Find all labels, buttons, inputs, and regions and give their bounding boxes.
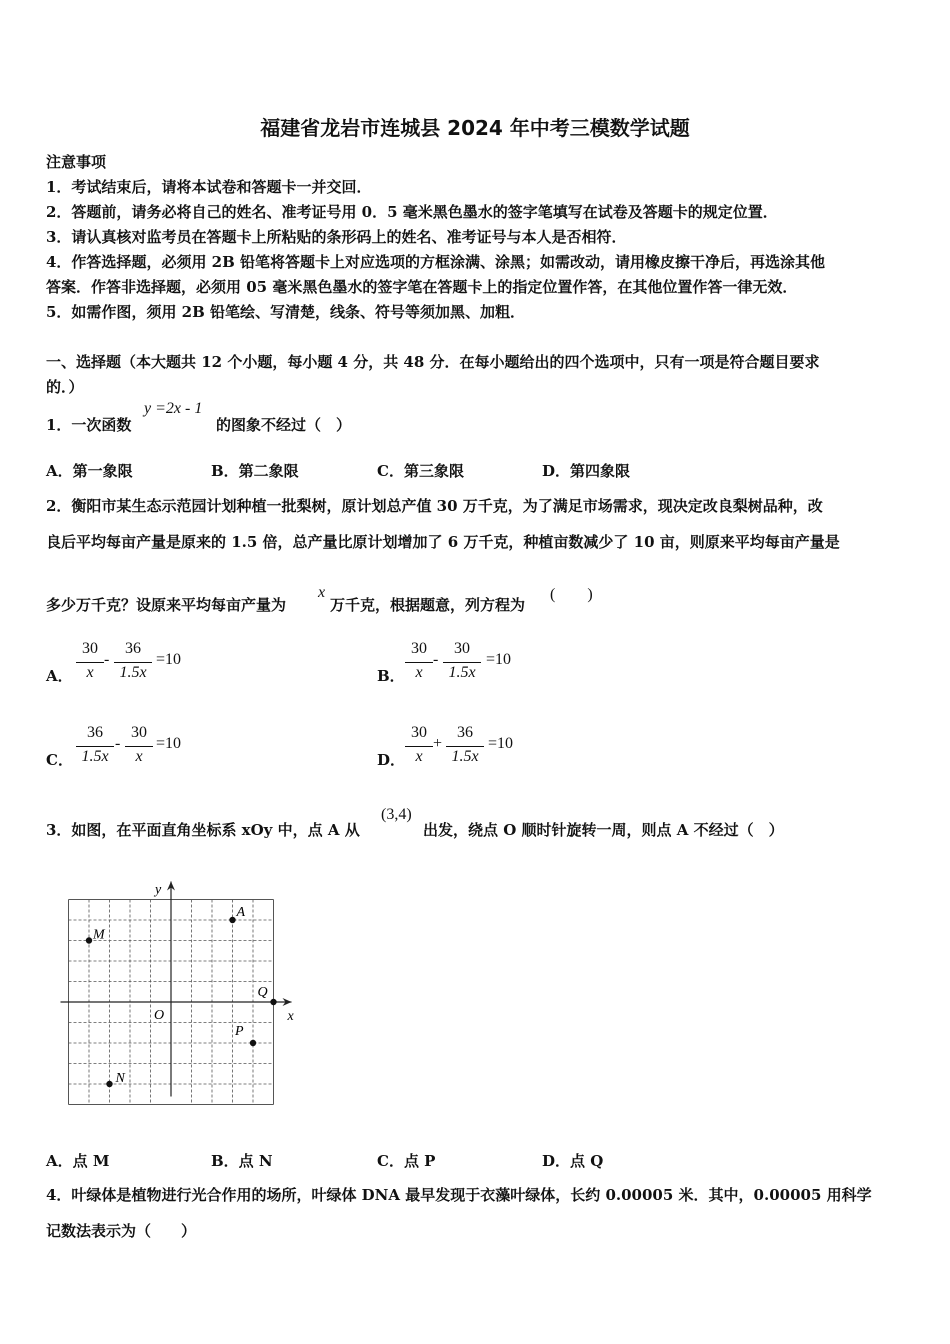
- q2-option-c-label: C．: [46, 751, 73, 769]
- q2-option-d-frac2: [444, 724, 486, 770]
- q3-option-a: A．点 M: [46, 1152, 110, 1170]
- denominator: 1.5x: [119, 664, 147, 681]
- coordinate-grid-figure: [46, 878, 306, 1123]
- q2-option-d-frac1: [403, 724, 435, 770]
- numerator: 30: [411, 640, 427, 657]
- rhs: =10: [156, 651, 182, 668]
- numerator: 36: [125, 640, 141, 657]
- rhs: =10: [488, 735, 514, 752]
- q2-line3a: 多少万千克？设原来平均每亩产量为: [46, 596, 287, 614]
- notice-heading: 注意事项: [46, 153, 107, 171]
- q3-option-b: B．点 N: [211, 1152, 273, 1170]
- q2-option-c-frac2: [123, 724, 155, 770]
- origin-label: O: [154, 1008, 165, 1023]
- numerator: 30: [454, 640, 470, 657]
- operator: -: [433, 651, 439, 668]
- point-n: [106, 1081, 112, 1087]
- denominator: 1.5x: [448, 664, 476, 681]
- rhs: =10: [486, 651, 512, 668]
- rhs: =10: [156, 735, 182, 752]
- q2-line2: 良后平均每亩产量是原来的 1.5 倍，总产量比原计划增加了 6 万千克，种植亩数减少了 10 亩，则原来平均每亩产量是: [46, 533, 840, 551]
- q2-option-b-frac2: [441, 640, 483, 686]
- denominator: x: [415, 664, 423, 681]
- q1-option-a: A．第一象限: [46, 462, 133, 480]
- point-p: [250, 1040, 256, 1046]
- point-label-p: P: [235, 1024, 244, 1039]
- notice-item: 答案．作答非选择题，必须用 05 毫米黑色墨水的签字笔在答题卡上的指定位置作答，在其他位置作答一律无效．: [46, 278, 798, 296]
- notice-item: 2．答题前，请务必将自己的姓名、准考证号用 0．5 毫米黑色墨水的签字笔填写在试卷及答题卡的规定位置．: [46, 203, 778, 221]
- q2-option-a-frac1: [74, 640, 106, 686]
- operator: +: [433, 735, 443, 752]
- operator: -: [104, 651, 110, 668]
- point-label-q: Q: [257, 985, 268, 1000]
- q2-option-d-label: D．: [377, 751, 406, 769]
- q4-line1: 4．叶绿体是植物进行光合作用的场所，叶绿体 DNA 最早发现于衣藻叶绿体，长约 0.00005 米．其中，0.00005 用科学: [46, 1186, 872, 1204]
- numerator: 36: [457, 724, 473, 741]
- q3-option-d: D．点 Q: [542, 1152, 604, 1170]
- q3-option-c: C．点 P: [377, 1152, 436, 1170]
- notice-item: 4．作答选择题，必须用 2B 铅笔将答题卡上对应选项的方框涂满、涂黑；如需改动，请用橡皮擦干净后，再选涂其他: [46, 253, 826, 271]
- q2-line3b: 万千克，根据题意，列方程为: [330, 596, 526, 614]
- q3-point: (3,4): [381, 806, 412, 823]
- q4-line2: 记数法表示为（ ）: [46, 1222, 197, 1240]
- section-heading: 一、选择题（本大题共 12 个小题，每小题 4 分，共 48 分．在每小题给出的四个选项中，只有一项是符合题目要求: [46, 353, 820, 371]
- q2-option-b-label: B．: [377, 667, 405, 685]
- numerator: 30: [82, 640, 98, 657]
- q3-suffix: 出发，绕点 O 顺时针旋转一周，则点 A 不经过（ ）: [423, 821, 784, 839]
- section-heading-cont: 的．）: [46, 378, 84, 396]
- q2-option-a-label: A．: [46, 667, 73, 685]
- notice-item: 1．考试结束后，请将本试卷和答题卡一并交回．: [46, 178, 372, 196]
- y-axis-label: y: [155, 882, 162, 898]
- q1-prefix: 1．一次函数: [46, 416, 132, 434]
- q1-suffix: 的图象不经过（ ）: [216, 416, 352, 434]
- q2-line1: 2．衡阳市某生态示范园计划种植一批梨树，原计划总产值 30 万千克，为了满足市场需求，现决定改良梨树品种，改: [46, 497, 823, 515]
- numerator: 30: [411, 724, 427, 741]
- notice-item: 3．请认真核对监考员在答题卡上所粘贴的条形码上的姓名、准考证号与本人是否相符．: [46, 228, 627, 246]
- point-a: [229, 917, 235, 923]
- q1-formula: y =2x - 1: [144, 400, 203, 417]
- q2-option-b-frac1: [403, 640, 435, 686]
- operator: -: [115, 735, 121, 752]
- q1-option-b: B．第二象限: [211, 462, 299, 480]
- page-title: 福建省龙岩市连城县 2024 年中考三模数学试题: [260, 116, 690, 140]
- denominator: x: [135, 748, 143, 765]
- denominator: 1.5x: [451, 748, 479, 765]
- q1-option-c: C．第三象限: [377, 462, 464, 480]
- point-m: [86, 937, 92, 943]
- denominator: x: [86, 664, 94, 681]
- point-label-m: M: [93, 927, 105, 943]
- q2-answer-paren: ( ): [550, 586, 593, 603]
- q2-variable: x: [318, 584, 326, 601]
- denominator: 1.5x: [81, 748, 109, 765]
- x-axis-label: x: [287, 1009, 294, 1024]
- q2-option-c-frac1: [74, 724, 116, 770]
- notice-item: 5．如需作图，须用 2B 铅笔绘、写清楚，线条、符号等须加黑、加粗．: [46, 303, 525, 321]
- q1-option-d: D．第四象限: [542, 462, 631, 480]
- point-label-n: N: [115, 1071, 125, 1086]
- denominator: x: [415, 748, 423, 765]
- q3-prefix: 3．如图，在平面直角坐标系 xOy 中，点 A 从: [46, 821, 360, 839]
- point-q: [270, 999, 276, 1005]
- q2-option-a-frac2: [112, 640, 154, 686]
- numerator: 36: [87, 724, 103, 741]
- point-label-a: A: [236, 905, 246, 920]
- numerator: 30: [131, 724, 147, 741]
